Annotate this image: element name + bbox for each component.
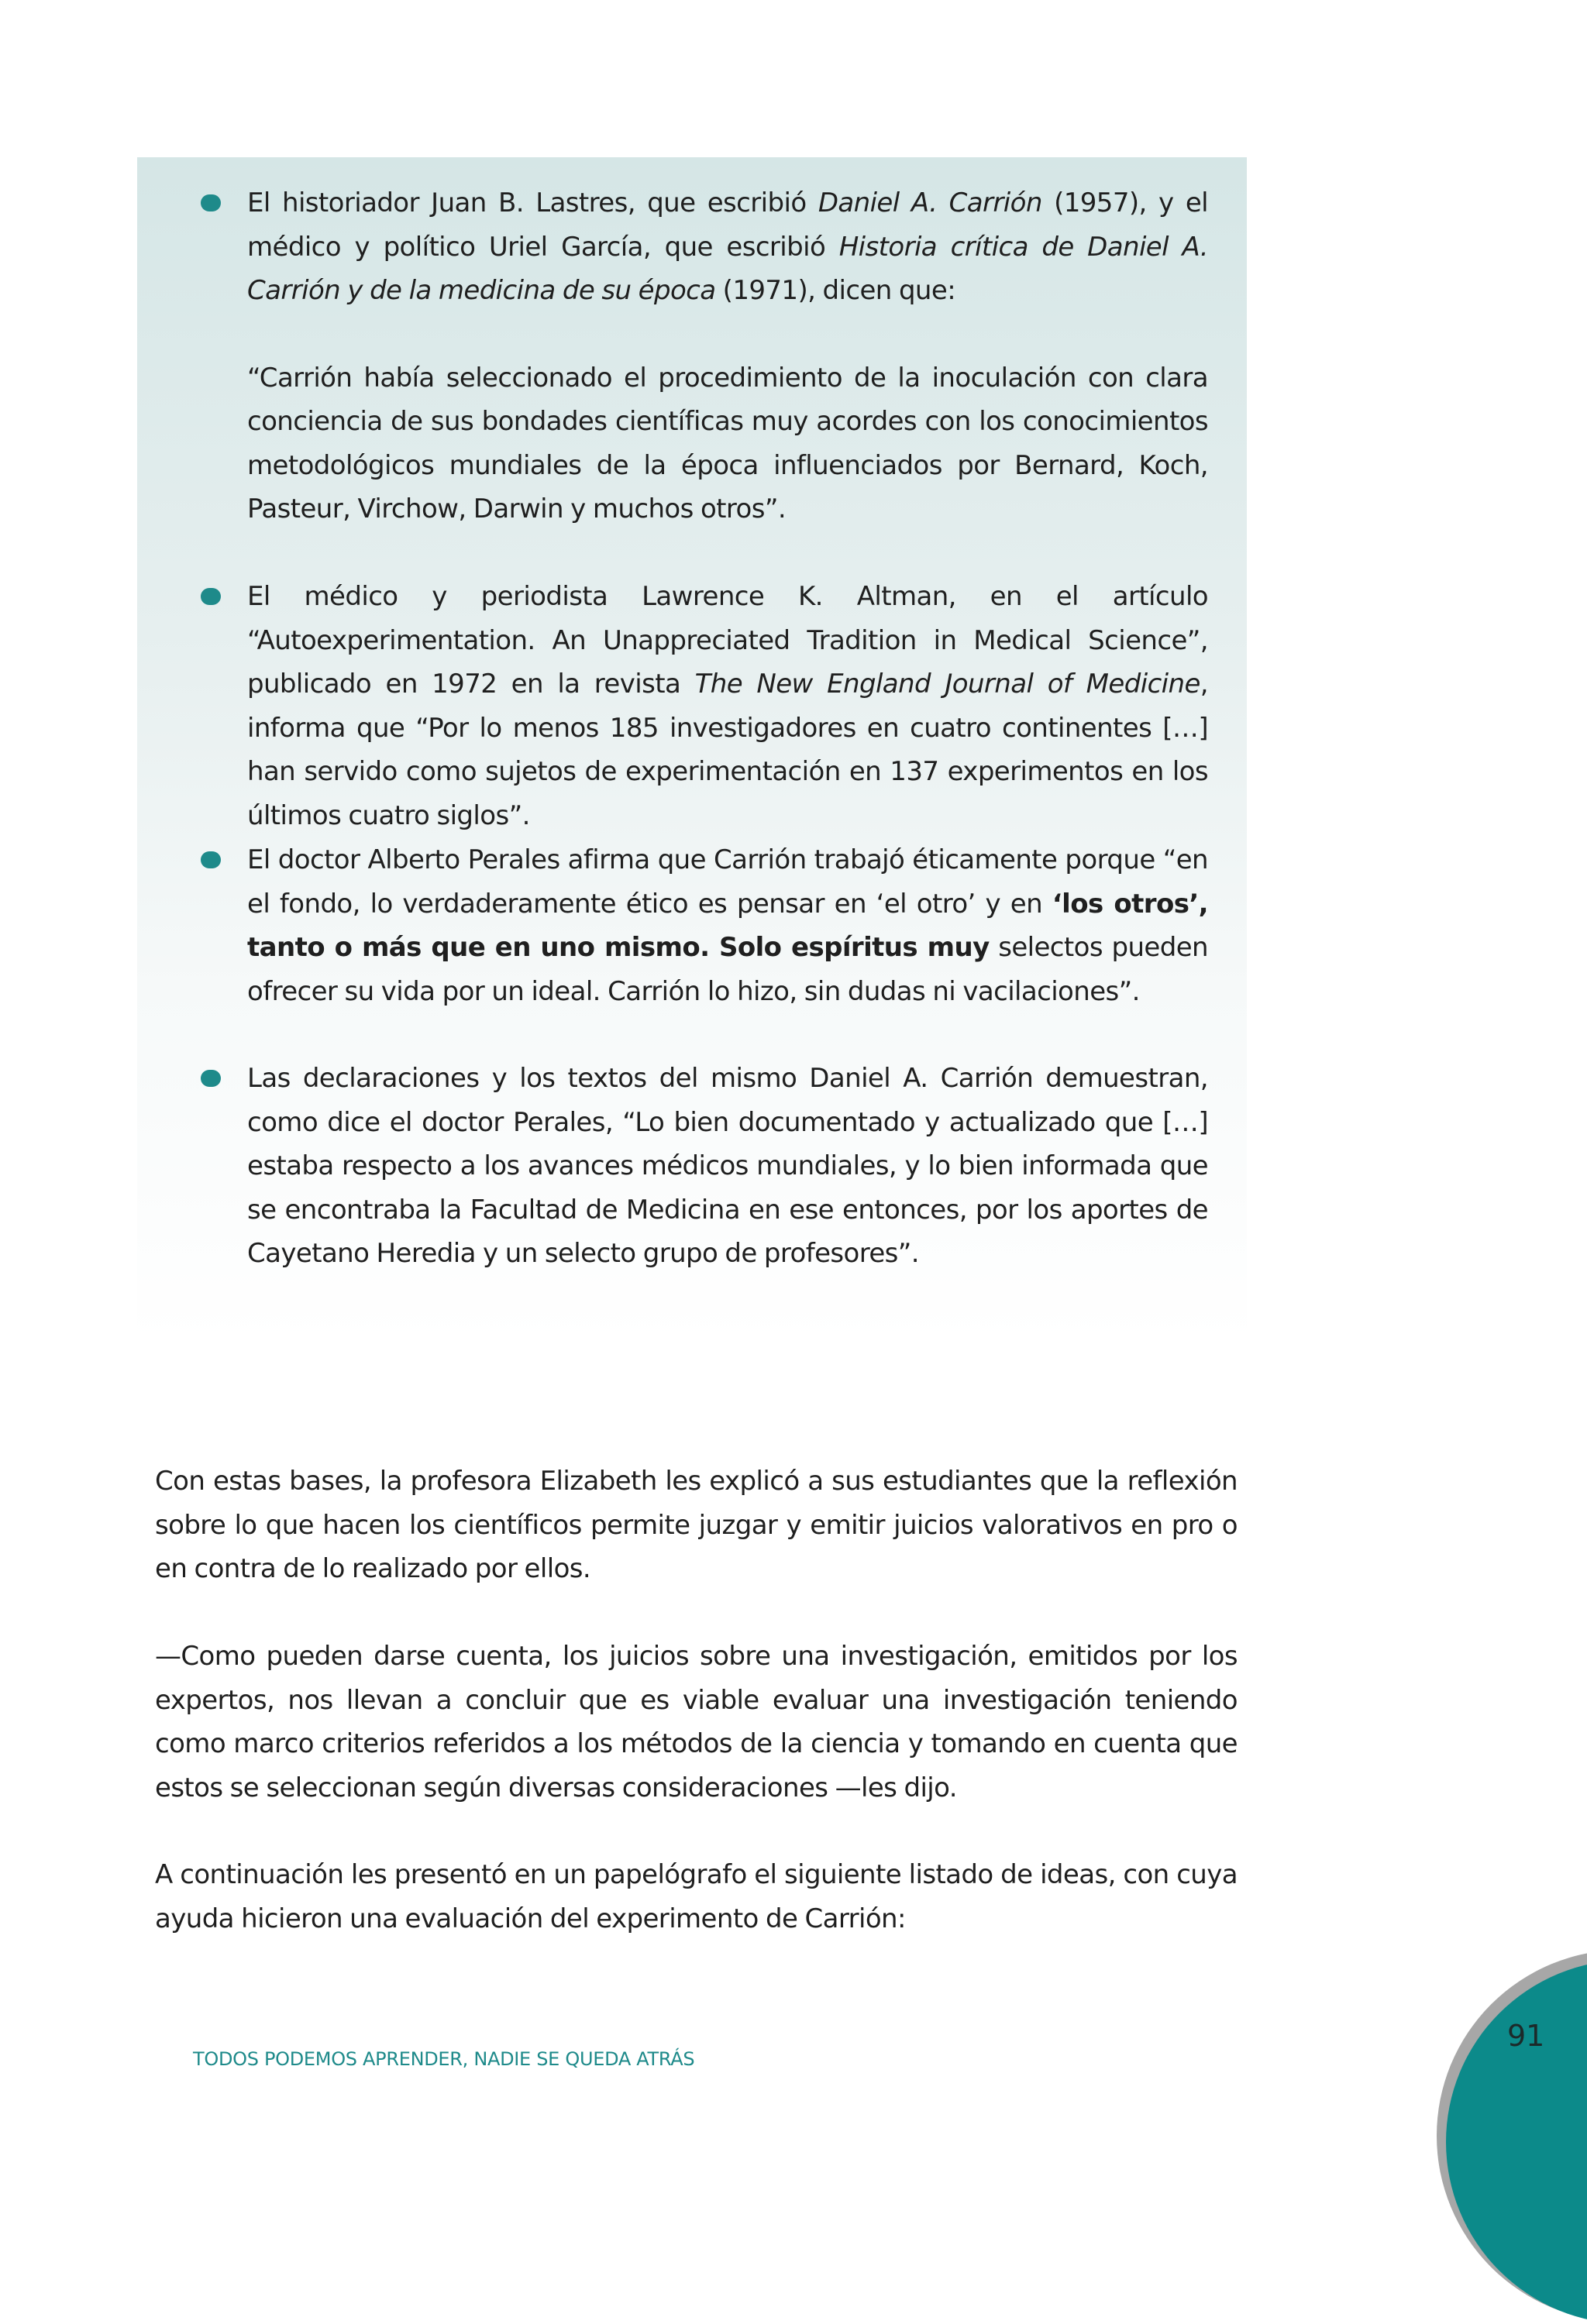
bullet-icon — [201, 588, 221, 605]
paragraph-text: Con estas bases, la profesora Elizabeth les explicó a sus estudiantes que la reflexión sobre lo que hacen los científicos permite juzgar y emitir juicios valorativos en pro o en contra de lo realizado por ellos. — [155, 1466, 1238, 1584]
paragraph-text: —Como pueden darse cuenta, los juicios sobre una investigación, emitidos por los expertos, nos llevan a concluir que es viable evaluar una investigación teniendo como marco criterios referidos a los métodos de la ciencia y tomando en cuenta que estos se seleccionan según diversas consideraciones —les dijo. — [155, 1641, 1238, 1803]
item-1-text: El historiador Juan B. Lastres, que escribió Daniel A. Carrión (1957), y el médico y político Uriel García, que escribió Historia crítica de Daniel A. Carrión y de la medicina de su época (1971), dicen que: — [247, 187, 1209, 306]
bullet-icon — [201, 194, 221, 211]
footer-slogan: TODOS PODEMOS APRENDER, NADIE SE QUEDA ATRÁS — [193, 2048, 695, 2070]
list-item — [247, 575, 1208, 837]
bullet-icon — [201, 1070, 221, 1087]
item-3-text: El doctor Alberto Perales afirma que Carrión trabajó éticamente porque “en el fondo, lo verdaderamente ético es pensar en ‘el otro’ y en ‘los otros’, tanto o más que en uno mismo. Solo espíritus muy selectos pueden ofrecer su vida por un ideal. Carrión lo hizo, sin dudas ni vacilaciones”. — [247, 844, 1209, 1007]
item-2-text: El médico y periodista Lawrence K. Altman, en el artículo “Autoexperimentation. An Unappreciated Tradition in Medical Science”, publicado en 1972 en la revista The New England Journal of Medicine, informa que “Por lo menos 185 investigadores en cuatro continentes […] han servido como sujetos de experimentación en 137 experimentos en los últimos cuatro siglos”. — [247, 581, 1208, 831]
body-paragraph-2 — [155, 1635, 1238, 1810]
bullet-icon — [201, 851, 221, 868]
list-item — [247, 181, 1208, 531]
paragraph-text: A continuación les presentó en un papelógrafo el siguiente listado de ideas, con cuya ayuda hicieron una evaluación del experimento de Carrión: — [155, 1859, 1238, 1934]
page-number: 91 — [1507, 2019, 1545, 2053]
list-item — [247, 1057, 1208, 1276]
page-corner-tab — [1446, 1960, 1587, 2324]
body-paragraph-3 — [155, 1853, 1238, 1941]
list-item — [247, 838, 1208, 1013]
item-1-quote: “Carrión había seleccionado el procedimiento de la inoculación con clara conciencia de sus bondades científicas muy acordes con los conocimientos metodológicos mundiales de la época influenciados por Bernard, Koch, Pasteur, Virchow, Darwin y muchos otros”. — [247, 362, 1208, 524]
item-4-text: Las declaraciones y los textos del mismo Daniel A. Carrión demuestran, como dice el doctor Perales, “Lo bien documentado y actualizado que […] estaba respecto a los avances médicos mundiales, y lo bien informada que se encontraba la Facultad de Medicina en ese entonces, por los aportes de Cayetano Heredia y un selecto grupo de profesores”. — [247, 1063, 1208, 1269]
body-paragraph-1 — [155, 1459, 1238, 1591]
